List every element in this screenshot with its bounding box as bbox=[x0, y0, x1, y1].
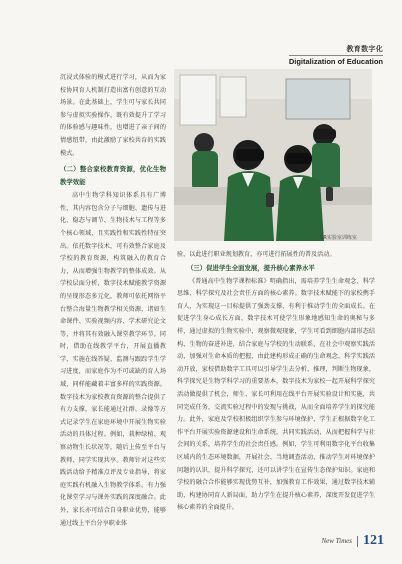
subheading-3: （三）促进学生全面发展，提升核心素养水平 bbox=[187, 263, 315, 272]
right-paragraph-1: 验，以此进行职业规划教育，亦可进行拓展性的普及活动。 bbox=[177, 251, 336, 258]
section-title-en: Digitalization of Education bbox=[288, 57, 383, 66]
page-footer bbox=[321, 533, 384, 549]
left-paragraph-2: 高中生物学科知识体系具有广博性，其内容包含分子与细胞、遗传与进化、稳态与调节、生物技术与工程等多个核心领域，且实践性和实践性特征突出。依托数字技术，可有效整合家庭及学校的教育资源，构筑融入的教育合力，从而增强生物教学的整体成效。从学校层面分析，数字技术赋能教学资源的呈现形态多元化，教师可依托网络平台整合海量生物教学相关资源，诸如生命课件、实验视频内容、学术研究论文等，并将其有效融入课堂教学环节。同时，借助在线教学平台，开展直播教学、实施在线答疑、监测与跟踪学生学习进度，而家庭作为不可或缺的育人场域，同样能藏着丰富多样的实践资源。数字技术为家校教育资源的整合提供了有力支撑，家长能通过社群、录像等方式记录学生在家庭环境中开展生物实验活动的具体过程。例如，栽种绿植、观察动物生长状况等，随后上传至平台与教师、同学实现共享。教师针对这些实践活动给予精准点评及专业指导，将家庭实践有机融入生物教学体系。有力强化课堂学习与课外实践的深度融合。此外，家长亦可结合自身职业优势，能够通过线上平台分享职业体 bbox=[60, 192, 166, 527]
right-column bbox=[177, 249, 375, 515]
footer-divider bbox=[357, 536, 358, 547]
photo-caption: VR实验室训练室 bbox=[320, 235, 357, 241]
publication-name: New Times bbox=[321, 537, 352, 545]
vr-classroom-illustration bbox=[174, 69, 372, 241]
left-column bbox=[60, 72, 166, 530]
vr-classroom-photo bbox=[174, 69, 372, 241]
section-title-cn: 教育数字化 bbox=[346, 45, 383, 53]
section-header bbox=[289, 44, 383, 66]
subheading-2: （二）整合家校教育资源，优化生物教学效能 bbox=[60, 165, 166, 187]
left-paragraph-1: 沉浸式体验的模式进行学习，从而为家校协同育人机制打造出富有创意的互动场景。在此基础上，学生可与家长共同参与虚拟实验操作，既有效提升了学习的体验感与趣味性，也增进了亲子间的情感纽带，由此激励了家校共育的实践模式。 bbox=[60, 74, 166, 157]
right-paragraph-2: 《普通高中生物学课程标准》明确指出，需培养学生生命观念、科学思维、科学探究及社会责任方面的核心素养。数字技术赋能下的家校携手育人，为实现这一目标提供了强劲支撑，有利于推动学生的全面成长。在促进学生身心成长方面，数字技术可使学生形象地感知生命的奥秘与多样，通过虚拟的生物实验中，观察微观现象，学生可看到细胞内部形态结构、生物的奋进补进，结合家庭与学校的生动联系，在社会中观察实践活动，加强对生命本质的把握，由此建构形成正确的生命观念，科学实践活动开放，家校借助数字工具可以引导学生去分析、推理，判断生物现象，科学探究是生物学科学习的重要基本，数字技术为家校一起开展科学探究活动做提供了机会，师生、家长可利用在线平台开展实验设计和实施，共同完成任务，交流实验过程中的发现与挑战，从而全面培养学生的探究能力。此外，家庭及学校积极组织学生参与环境保护、学生正根据数字化工作平台开展实验资源建设和生命系统，共同实践活动，从而把握科学与社会间的关系，培养学生的社会责任感。例如，学生可利用数字化平台收集区域内的生态环境数据，开展社会、当地调查活动，推动学生对环境保护问题的认识，提升科学探究，还可以讲学生在宣传生态保护知识。家庭和学校的融合合作能够实现优势互补，加强教育工作效果，通过数字技术辅助，构建协同育人新局面，助力学生在提升核心素养，深度开发促进学生核心素养的全面提升。 bbox=[177, 277, 375, 512]
page-number: 121 bbox=[363, 533, 384, 548]
